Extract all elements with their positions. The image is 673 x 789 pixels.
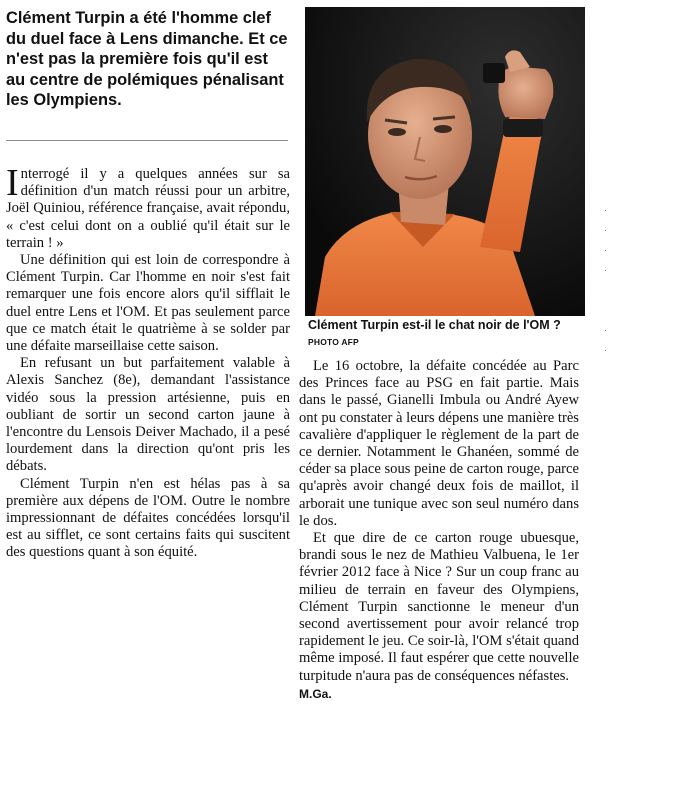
divider [6,140,288,141]
drop-cap: I [6,162,19,204]
referee-photo [305,7,585,316]
lead-paragraph: Clément Turpin a été l'homme clef du duel face à Lens dimanche. Et ce n'est pas la première fois qu'il est au centre de polémiques pénalisant les Olympiens. [6,9,288,110]
photo-caption [308,318,588,350]
photo-credit: PHOTO AFP [308,336,359,347]
article-column-2 [299,358,579,703]
article-paragraph: Interrogé il y a quelques années sur sa définition d'un match réussi pour un arbitre, Joël Quiniou, référence française, avait répondu, « c'est celui dont on a oublié qu'il était sur le terrain ! » [6,162,290,251]
author-signature: M.Ga. [299,686,332,701]
caption-text: Clément Turpin est-il le chat noir de l'OM ? [308,318,561,332]
article-column-1 [6,162,290,562]
margin-marks: · · · · · · [604,205,607,355]
article-paragraph: Le 16 octobre, la défaite concédée au Parc des Princes face au PSG en fait partie. Mais dans le passé, Gianelli Imbula ou André Ayew ont pu constater à leurs dépens une manière très cavalière d'appliquer le règlement de la part de ce dernier. Notamment le Ghanéen, sommé de céder sa place sous peine de carton rouge, parce qu'après avoir changé deux fois de maillot, il arborait une tunique avec son seul numéro dans le dos. [299,358,579,529]
article-paragraph: Une définition qui est loin de correspondre à Clément Turpin. Car l'homme en noir s'est fait remarquer une fois encore alors qu'il sifflait le duel entre Lens et l'OM. Et pas seulement parce que ce match était le quatrième à se solder par une défaite marseillaise cette saison. [6,252,290,355]
article-paragraph: Clément Turpin n'en est hélas pas à sa première aux dépens de l'OM. Outre le nombre impressionnant de défaites concédées lorsqu'il est au sifflet, ce sont certains faits qui suscitent des questions quant à son équité. [6,475,290,561]
article-paragraph: En refusant un but parfaitement valable à Alexis Sanchez (8e), demandant l'assistance vidéo sous la pression artésienne, puis en oubliant de sortir un second carton jaune à l'encontre du Lensois Deiver Machado, il a pesé lourdement dans la direction qu'ont pris les débats. [6,355,290,475]
article-paragraph: Et que dire de ce carton rouge ubuesque, brandi sous le nez de Mathieu Valbuena, le 1er février 2012 face à Nice ? Sur un coup franc au milieu de terrain en faveur des Olympiens, Clément Turpin sanctionne le meneur d'un second avertissement pour avoir relancé trop rapidement le jeu. Ce soir-là, l'OM s'était quand même imposé. Il faut espérer que cette nouvelle turpitude n'aura pas de conséquences néfastes. [299,530,579,684]
